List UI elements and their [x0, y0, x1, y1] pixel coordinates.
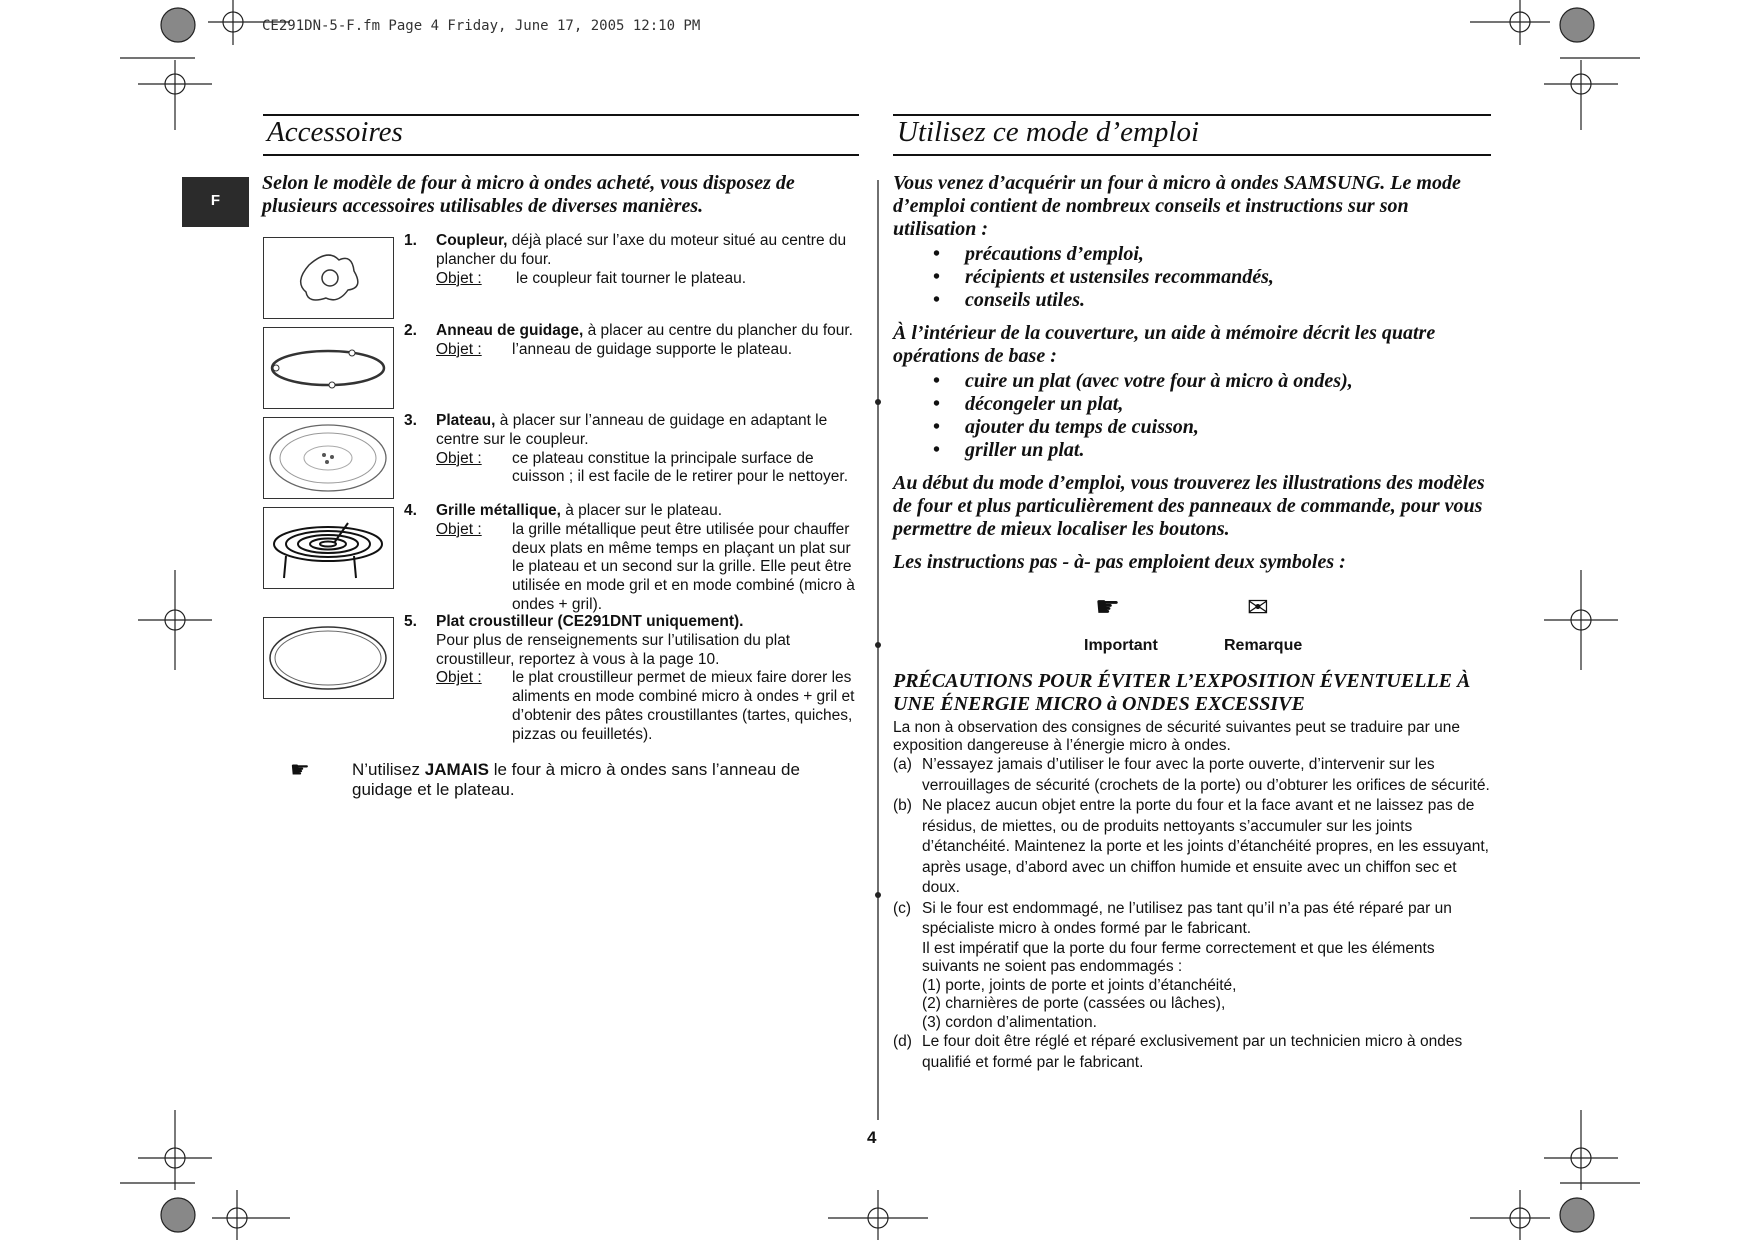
precaution-c-sub: (1) porte, joints de porte et joints d’étanchéité, [922, 976, 1237, 994]
objet-text: l’anneau de guidage supporte le plateau. [512, 340, 793, 358]
precaution-c-sub: (3) cordon d’alimentation. [922, 1013, 1097, 1031]
item-number: 5. [404, 613, 417, 630]
turntable-figure [263, 417, 394, 499]
coupler-figure [263, 237, 394, 319]
objet-label: Objet : [436, 449, 482, 467]
crusty-plate-icon [264, 618, 393, 698]
usage-list-2 [933, 370, 1491, 462]
note-symbol-label: Remarque [1224, 637, 1303, 654]
objet-label: Objet : [436, 520, 482, 538]
usage-paragraph-2: À l’intérieur de la couverture, un aide à mémoire décrit les quatre opérations de base : [893, 322, 1436, 367]
accessory-item-2 [404, 322, 859, 360]
note-prefix: N’utilisez [352, 760, 425, 779]
objet-text: le coupleur fait tourner le plateau. [516, 269, 747, 287]
list-item: • ajouter du temps de cuisson, [933, 416, 1491, 439]
precautions-list [893, 719, 1493, 1073]
precaution-label: (b) [893, 797, 912, 814]
item-text: à placer sur l’anneau de guidage en adaptant le centre sur le coupleur. [436, 412, 828, 448]
section-title-mode-emploi: Utilisez ce mode d’emploi [897, 116, 1200, 148]
list-item: • cuire un plat (avec votre four à micro à ondes), [933, 370, 1491, 393]
note-rest: le four à micro à ondes sans l’anneau de guidage et le plateau. [352, 760, 800, 799]
important-symbol-icon: ☛ [1095, 591, 1121, 622]
item-number: 3. [404, 412, 417, 429]
objet-label: Objet : [436, 669, 482, 687]
objet-label: Objet : [436, 269, 482, 287]
pointing-hand-icon: ☛ [290, 757, 310, 782]
page-number: 4 [867, 1128, 877, 1147]
item-number: 1. [404, 232, 417, 249]
precautions-title: PRÉCAUTIONS POUR ÉVITER L’EXPOSITION ÉVENTUELLE À UNE ÉNERGIE MICRO à ONDES EXCESSIVE [893, 670, 1471, 715]
item-text: à placer sur le plateau. [565, 502, 723, 519]
precaution-d [893, 1032, 1493, 1073]
metal-rack-figure [263, 507, 394, 589]
precaution-c-extra [922, 940, 1493, 1033]
objet-text: le plat croustilleur permet de mieux faire dorer les aliments en mode combiné micro à ondes + gril et d’obtenir des pâtes croustillantes (tartes, quiches, pizzas ou feuilletés). [512, 669, 855, 743]
crusty-plate-figure [263, 617, 394, 699]
precaution-c-sub: (2) charnières de porte (cassées ou lâches), [922, 995, 1226, 1012]
precautions-intro: La non à observation des consignes de sécurité suivantes peut se traduire par une exposition dangereuse à l’énergie micro à ondes. [893, 719, 1460, 754]
coupler-icon [264, 238, 393, 318]
usage-list-1 [933, 243, 1491, 312]
guide-ring-figure [263, 327, 394, 409]
item-number: 4. [404, 502, 417, 519]
objet-text: la grille métallique peut être utilisée pour chauffer deux plats en même temps en plaçant un plat sur le plateau et un second sur la grille. Elle peut être utilisée en mode gril et en mode combiné (micro à ondes + gril). [512, 520, 855, 613]
accessory-item-4 [404, 502, 859, 615]
precaution-text: Ne placez aucun objet entre la porte du four et la face avant et ne laissez pas de résidus, de miettes, ou de produits nettoyants s’accumuler sur les joints d’étanchéité. Maintenez la porte et les joints d’étanchéité propres, en les essuyant, après usage, d’abord avec un chiffon humide et ensuite avec un chiffon sec et doux. [922, 797, 1489, 896]
language-tab: F [182, 177, 249, 227]
metal-rack-icon [264, 508, 393, 588]
note-symbol-icon: ✉ [1247, 592, 1269, 622]
important-symbol-label: Important [1084, 637, 1158, 654]
item-name: Coupleur, [436, 232, 508, 249]
title-rule-bottom-right [893, 154, 1491, 156]
usage-paragraph-3: Au début du mode d’emploi, vous trouverez les illustrations des modèles de four et plus particulièrement des panneaux de commande, pour vous permettre de mieux localiser les boutons. [893, 472, 1485, 540]
precaution-text: N’essayez jamais d’utiliser le four avec la porte ouverte, d’intervenir sur les verrouillages de sécurité (crochets de la porte) ou d’obturer les orifices de sécurité. [922, 756, 1490, 794]
usage-intro-block [893, 172, 1491, 574]
list-item: • griller un plat. [933, 439, 1491, 462]
precaution-text: Si le four est endommagé, ne l’utilisez pas tant qu’il n’a pas été réparé par un spécialiste micro à ondes formé par le fabricant. [922, 899, 1452, 937]
item-name: Plateau, [436, 412, 496, 429]
list-item: • précautions d’emploi, [933, 243, 1491, 266]
item-name: Grille métallique, [436, 502, 561, 519]
list-item: • conseils utiles. [933, 289, 1491, 312]
section-title-accessoires: Accessoires [267, 116, 403, 148]
item-text: Pour plus de renseignements sur l’utilisation du plat croustilleur, reportez à vous à la page 10. [436, 631, 791, 668]
item-name: Plat croustilleur (CE291DNT uniquement). [436, 613, 744, 630]
precaution-text: Le four doit être réglé et réparé exclusivement par un technicien micro à ondes qualifié et formé par le fabricant. [922, 1033, 1463, 1071]
item-text: à placer au centre du plancher du four. [587, 322, 853, 339]
item-name: Anneau de guidage, [436, 322, 584, 339]
important-note [290, 757, 850, 800]
accessory-item-3 [404, 412, 859, 487]
item-number: 2. [404, 322, 417, 339]
guide-ring-icon [264, 328, 393, 408]
precaution-b [893, 796, 1493, 899]
item-text: déjà placé sur l’axe du moteur situé au centre du plancher du four. [436, 232, 847, 268]
precaution-label: (c) [893, 899, 912, 917]
print-header: CE291DN-5-F.fm Page 4 Friday, June 17, 2005 12:10 PM [262, 18, 701, 34]
precaution-c-extra-text: Il est impératif que la porte du four ferme correctement et que les éléments suivants ne soient pas endommagés : [922, 939, 1435, 975]
precaution-label: (d) [893, 1033, 912, 1050]
precaution-a [893, 755, 1493, 796]
accessory-item-5 [404, 613, 859, 745]
objet-text: ce plateau constitue la principale surface de cuisson ; il est facile de le retirer pour le nettoyer. [512, 449, 848, 486]
precaution-label: (a) [893, 756, 912, 773]
note-bold: JAMAIS [424, 760, 489, 779]
turntable-plate-icon [264, 418, 393, 498]
accessory-item-1 [404, 232, 859, 288]
accessories-intro: Selon le modèle de four à micro à ondes acheté, vous disposez de plusieurs accessoires utilisables de diverses manières. [262, 172, 795, 217]
objet-label: Objet : [436, 340, 482, 358]
list-item: • décongeler un plat, [933, 393, 1491, 416]
usage-paragraph-4: Les instructions pas - à- pas emploient deux symboles : [893, 551, 1346, 573]
usage-paragraph-1: Vous venez d’acquérir un four à micro à ondes SAMSUNG. Le mode d’emploi contient de nombreux conseils et instructions sur son utilisation : [893, 172, 1461, 240]
title-rule-bottom [263, 154, 859, 156]
precaution-c [893, 899, 1493, 940]
list-item: • récipients et ustensiles recommandés, [933, 266, 1491, 289]
